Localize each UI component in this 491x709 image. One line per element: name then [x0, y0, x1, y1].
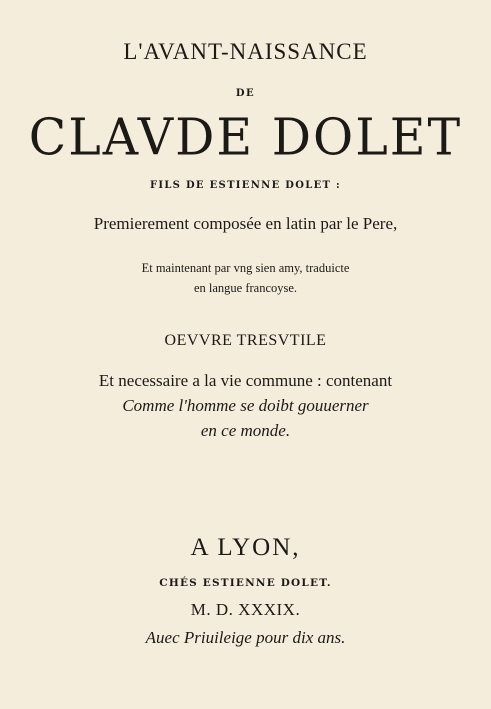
comme-line-2: en ce monde.	[200, 421, 291, 440]
oeuvre-heading: OEVVRE TRESVTILE	[164, 332, 327, 349]
premierement-line: Premierement composée en latin par le Pere,	[93, 214, 398, 233]
imprint-printer: CHÉS ESTIENNE DOLET.	[159, 577, 332, 589]
imprint-city: A LYON,	[190, 534, 301, 561]
title-de-line: DE	[235, 88, 256, 99]
main-title: CLAVDE DOLET	[28, 108, 463, 167]
maintenant-line-1: Et maintenant par vng sien amy, traduicte	[141, 261, 350, 275]
subtitle-fils: FILS DE ESTIENNE DOLET :	[149, 180, 342, 191]
imprint-year: M. D. XXXIX.	[190, 600, 301, 619]
imprint-privilege: Auec Priuileige pour dix ans.	[145, 628, 346, 647]
comme-line-1: Comme l'homme se doibt gouuerner	[122, 396, 369, 415]
title-top-line: L'AVANT-NAISSANCE	[123, 39, 368, 64]
necessaire-line: Et necessaire a la vie commune : contenant	[98, 371, 393, 390]
maintenant-line-2: en langue francoyse.	[193, 281, 298, 295]
